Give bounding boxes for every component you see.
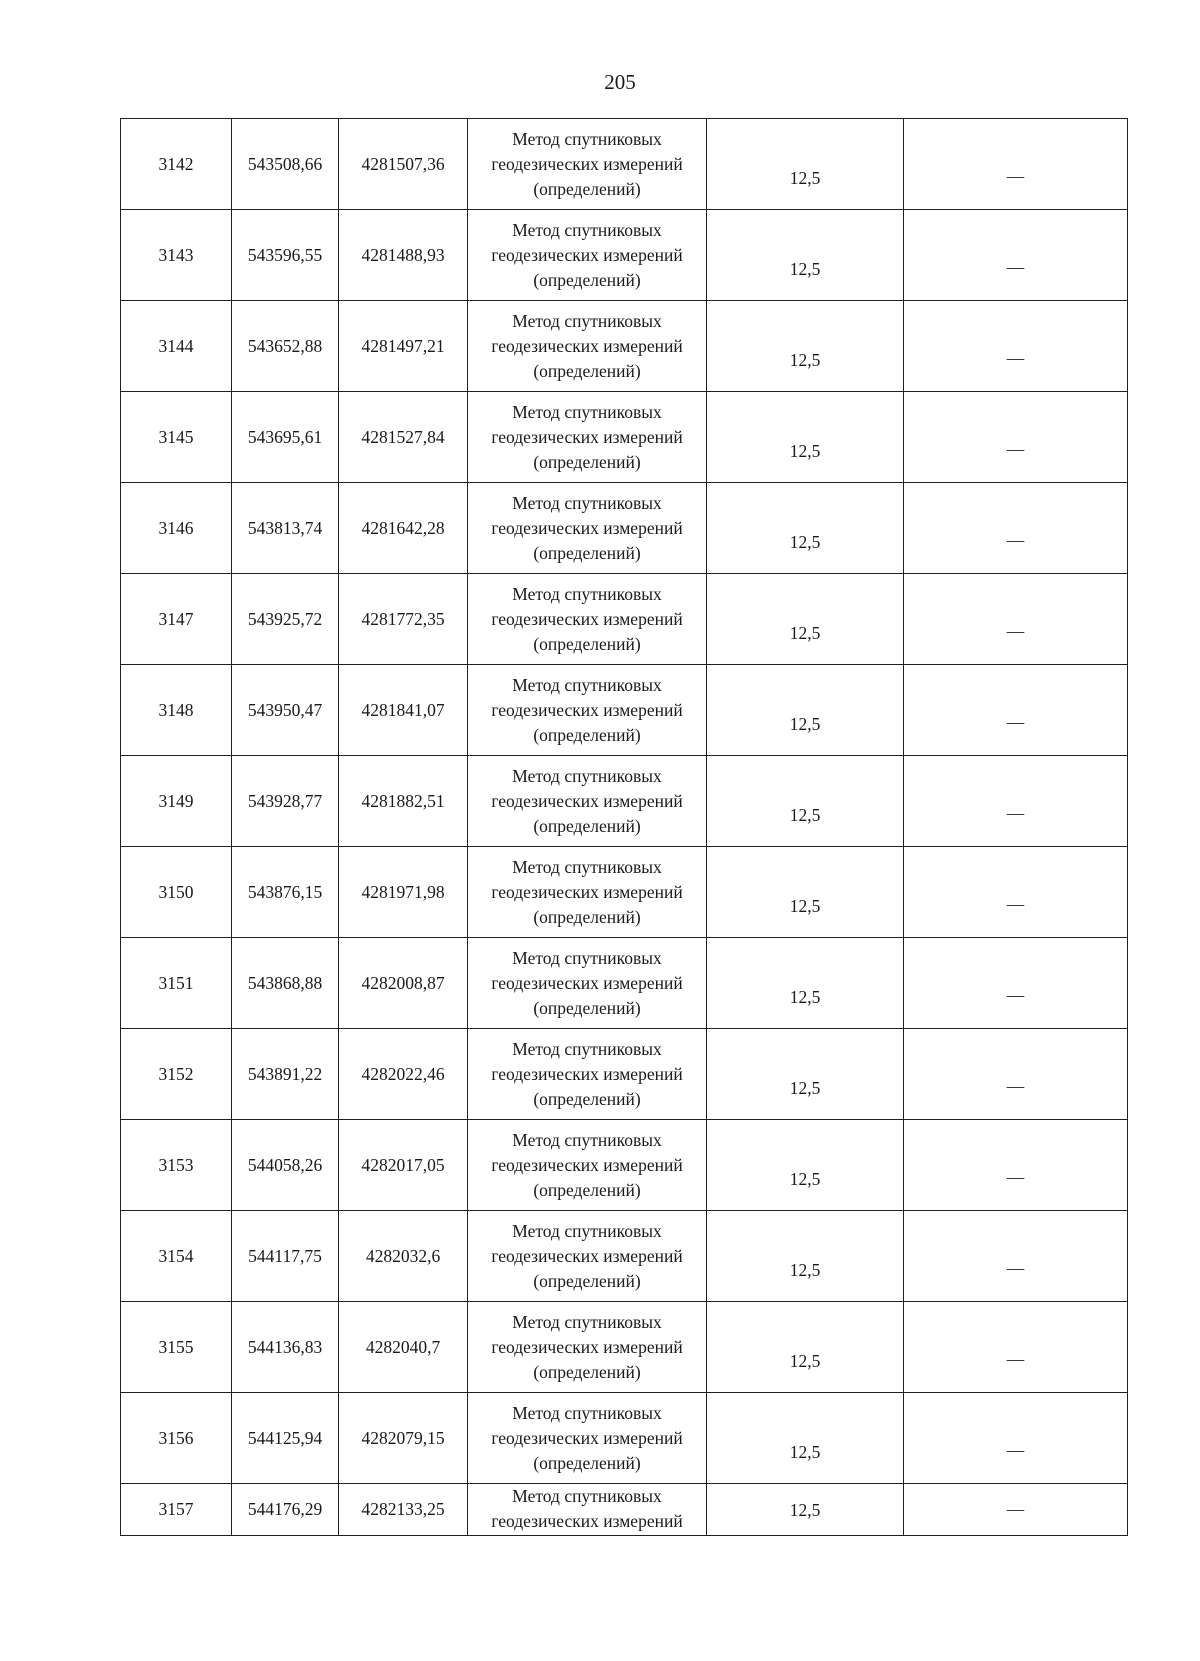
accuracy-cell bbox=[707, 756, 904, 847]
method-line: геодезических измерений bbox=[491, 426, 683, 447]
point-number-cell: 3146 bbox=[121, 483, 232, 574]
method-line: Метод спутниковых bbox=[512, 1402, 662, 1423]
accuracy-cell bbox=[707, 210, 904, 301]
accuracy-value: 12,5 bbox=[789, 440, 821, 461]
point-number-cell: 3149 bbox=[121, 756, 232, 847]
x-coordinate-cell: 543891,22 bbox=[232, 1029, 339, 1120]
method-line: (определений) bbox=[533, 997, 641, 1018]
y-coordinate-cell: 4281772,35 bbox=[339, 574, 468, 665]
method-cell bbox=[468, 1211, 707, 1302]
table-row bbox=[121, 1484, 1128, 1536]
accuracy-cell bbox=[707, 1211, 904, 1302]
table-row bbox=[121, 756, 1128, 847]
method-line: (определений) bbox=[533, 906, 641, 927]
accuracy-cell bbox=[707, 392, 904, 483]
method-line: геодезических измерений bbox=[491, 1063, 683, 1084]
note-cell bbox=[904, 1120, 1128, 1211]
accuracy-cell bbox=[707, 1029, 904, 1120]
method-line: геодезических измерений bbox=[491, 335, 683, 356]
point-number-cell: 3151 bbox=[121, 938, 232, 1029]
point-number-cell: 3145 bbox=[121, 392, 232, 483]
table-row bbox=[121, 392, 1128, 483]
note-cell bbox=[904, 574, 1128, 665]
accuracy-cell bbox=[707, 665, 904, 756]
method-line: (определений) bbox=[533, 451, 641, 472]
method-cell bbox=[468, 483, 707, 574]
page-number: 205 bbox=[604, 70, 636, 94]
method-line: геодезических измерений bbox=[491, 517, 683, 538]
x-coordinate-cell: 543695,61 bbox=[232, 392, 339, 483]
accuracy-cell bbox=[707, 574, 904, 665]
method-line: (определений) bbox=[533, 633, 641, 654]
y-coordinate-cell: 4281488,93 bbox=[339, 210, 468, 301]
point-number-cell: 3150 bbox=[121, 847, 232, 938]
accuracy-value: 12,5 bbox=[789, 531, 821, 552]
table-row bbox=[121, 119, 1128, 210]
accuracy-cell bbox=[707, 847, 904, 938]
table-row bbox=[121, 1211, 1128, 1302]
note-value: — bbox=[1006, 348, 1025, 368]
note-cell bbox=[904, 301, 1128, 392]
method-line: (определений) bbox=[533, 1361, 641, 1382]
method-cell bbox=[468, 1393, 707, 1484]
method-line: (определений) bbox=[533, 815, 641, 836]
x-coordinate-cell: 543508,66 bbox=[232, 119, 339, 210]
table-row bbox=[121, 1029, 1128, 1120]
method-cell bbox=[468, 119, 707, 210]
note-value: — bbox=[1006, 1349, 1025, 1369]
y-coordinate-cell: 4281882,51 bbox=[339, 756, 468, 847]
table-row bbox=[121, 847, 1128, 938]
method-line: геодезических измерений bbox=[491, 1245, 683, 1266]
point-number-cell: 3142 bbox=[121, 119, 232, 210]
x-coordinate-cell: 543928,77 bbox=[232, 756, 339, 847]
note-value: — bbox=[1006, 894, 1025, 914]
method-line: (определений) bbox=[533, 1179, 641, 1200]
accuracy-value: 12,5 bbox=[789, 895, 821, 916]
method-line: (определений) bbox=[533, 1270, 641, 1291]
method-cell bbox=[468, 1302, 707, 1393]
note-value: — bbox=[1006, 1167, 1025, 1187]
note-value: — bbox=[1006, 439, 1025, 459]
method-line: Метод спутниковых bbox=[512, 583, 662, 604]
method-line: геодезических измерений bbox=[491, 244, 683, 265]
x-coordinate-cell: 543950,47 bbox=[232, 665, 339, 756]
method-cell bbox=[468, 574, 707, 665]
x-coordinate-cell: 543868,88 bbox=[232, 938, 339, 1029]
point-number-cell: 3153 bbox=[121, 1120, 232, 1211]
accuracy-cell bbox=[707, 938, 904, 1029]
note-cell bbox=[904, 1393, 1128, 1484]
x-coordinate-cell: 543925,72 bbox=[232, 574, 339, 665]
method-line: Метод спутниковых bbox=[512, 219, 662, 240]
note-cell bbox=[904, 210, 1128, 301]
method-line: (определений) bbox=[533, 542, 641, 563]
point-number-cell: 3152 bbox=[121, 1029, 232, 1120]
y-coordinate-cell: 4282022,46 bbox=[339, 1029, 468, 1120]
note-cell bbox=[904, 1029, 1128, 1120]
point-number-cell: 3154 bbox=[121, 1211, 232, 1302]
method-line: геодезических измерений bbox=[491, 1427, 683, 1448]
table-row bbox=[121, 301, 1128, 392]
y-coordinate-cell: 4282079,15 bbox=[339, 1393, 468, 1484]
method-cell bbox=[468, 1484, 707, 1536]
y-coordinate-cell: 4282017,05 bbox=[339, 1120, 468, 1211]
accuracy-value: 12,5 bbox=[789, 804, 821, 825]
note-value: — bbox=[1006, 1440, 1025, 1460]
x-coordinate-cell: 543813,74 bbox=[232, 483, 339, 574]
method-line: Метод спутниковых bbox=[512, 1220, 662, 1241]
accuracy-cell bbox=[707, 1302, 904, 1393]
note-value: — bbox=[1006, 257, 1025, 277]
y-coordinate-cell: 4281507,36 bbox=[339, 119, 468, 210]
note-value: — bbox=[1006, 621, 1025, 641]
method-cell bbox=[468, 665, 707, 756]
note-cell bbox=[904, 119, 1128, 210]
method-cell bbox=[468, 938, 707, 1029]
method-cell bbox=[468, 1120, 707, 1211]
method-line: (определений) bbox=[533, 360, 641, 381]
method-line: (определений) bbox=[533, 269, 641, 290]
method-line: Метод спутниковых bbox=[512, 674, 662, 695]
x-coordinate-cell: 544125,94 bbox=[232, 1393, 339, 1484]
note-cell bbox=[904, 1211, 1128, 1302]
method-line: геодезических измерений bbox=[491, 699, 683, 720]
note-value: — bbox=[1006, 1076, 1025, 1096]
method-line: Метод спутниковых bbox=[512, 947, 662, 968]
y-coordinate-cell: 4281971,98 bbox=[339, 847, 468, 938]
method-line: геодезических измерений bbox=[491, 1336, 683, 1357]
method-line: Метод спутниковых bbox=[512, 856, 662, 877]
note-value: — bbox=[1006, 712, 1025, 732]
method-line: геодезических измерений bbox=[491, 1154, 683, 1175]
y-coordinate-cell: 4281642,28 bbox=[339, 483, 468, 574]
y-coordinate-cell: 4281841,07 bbox=[339, 665, 468, 756]
note-cell bbox=[904, 392, 1128, 483]
note-cell bbox=[904, 756, 1128, 847]
x-coordinate-cell: 544058,26 bbox=[232, 1120, 339, 1211]
accuracy-cell bbox=[707, 1393, 904, 1484]
table-row bbox=[121, 938, 1128, 1029]
accuracy-value: 12,5 bbox=[789, 1350, 821, 1371]
method-line: геодезических измерений bbox=[491, 608, 683, 629]
accuracy-cell bbox=[707, 119, 904, 210]
point-number-cell: 3148 bbox=[121, 665, 232, 756]
accuracy-value: 12,5 bbox=[789, 1259, 821, 1280]
y-coordinate-cell: 4282008,87 bbox=[339, 938, 468, 1029]
point-number-cell: 3157 bbox=[121, 1484, 232, 1536]
y-coordinate-cell: 4282040,7 bbox=[339, 1302, 468, 1393]
method-cell bbox=[468, 210, 707, 301]
y-coordinate-cell: 4282133,25 bbox=[339, 1484, 468, 1536]
table-row bbox=[121, 210, 1128, 301]
accuracy-value: 12,5 bbox=[789, 713, 821, 734]
note-cell bbox=[904, 847, 1128, 938]
method-line: Метод спутниковых bbox=[512, 1486, 662, 1506]
y-coordinate-cell: 4282032,6 bbox=[339, 1211, 468, 1302]
method-cell bbox=[468, 1029, 707, 1120]
note-cell bbox=[904, 938, 1128, 1029]
method-line: Метод спутниковых bbox=[512, 765, 662, 786]
note-value: — bbox=[1006, 1258, 1025, 1278]
y-coordinate-cell: 4281497,21 bbox=[339, 301, 468, 392]
accuracy-cell bbox=[707, 1120, 904, 1211]
note-value: — bbox=[1006, 985, 1025, 1005]
accuracy-value: 12,5 bbox=[789, 622, 821, 643]
accuracy-value: 12,5 bbox=[789, 349, 821, 370]
note-cell bbox=[904, 1302, 1128, 1393]
method-line: Метод спутниковых bbox=[512, 310, 662, 331]
method-line: геодезических измерений bbox=[491, 153, 683, 174]
note-value: — bbox=[1006, 803, 1025, 823]
accuracy-cell bbox=[707, 301, 904, 392]
note-value: — bbox=[1006, 166, 1025, 186]
x-coordinate-cell: 543652,88 bbox=[232, 301, 339, 392]
accuracy-value: 12,5 bbox=[789, 1168, 821, 1189]
table-row bbox=[121, 1302, 1128, 1393]
accuracy-cell bbox=[707, 1484, 904, 1536]
method-line: (определений) bbox=[533, 1452, 641, 1473]
accuracy-value: 12,5 bbox=[789, 1441, 821, 1462]
x-coordinate-cell: 544117,75 bbox=[232, 1211, 339, 1302]
method-line: Метод спутниковых bbox=[512, 128, 662, 149]
coordinates-table bbox=[120, 118, 1128, 1536]
method-line: геодезических измерений bbox=[491, 972, 683, 993]
note-cell bbox=[904, 483, 1128, 574]
x-coordinate-cell: 544176,29 bbox=[232, 1484, 339, 1536]
table-body bbox=[121, 119, 1128, 1536]
method-cell bbox=[468, 847, 707, 938]
accuracy-value: 12,5 bbox=[789, 1500, 821, 1520]
table-row bbox=[121, 1393, 1128, 1484]
table-row bbox=[121, 483, 1128, 574]
y-coordinate-cell: 4281527,84 bbox=[339, 392, 468, 483]
note-cell bbox=[904, 665, 1128, 756]
method-cell bbox=[468, 301, 707, 392]
x-coordinate-cell: 543596,55 bbox=[232, 210, 339, 301]
point-number-cell: 3144 bbox=[121, 301, 232, 392]
method-cell bbox=[468, 756, 707, 847]
table-row bbox=[121, 574, 1128, 665]
accuracy-value: 12,5 bbox=[789, 258, 821, 279]
point-number-cell: 3156 bbox=[121, 1393, 232, 1484]
method-line: Метод спутниковых bbox=[512, 492, 662, 513]
point-number-cell: 3147 bbox=[121, 574, 232, 665]
method-line: (определений) bbox=[533, 724, 641, 745]
note-cell bbox=[904, 1484, 1128, 1536]
point-number-cell: 3155 bbox=[121, 1302, 232, 1393]
table-row bbox=[121, 665, 1128, 756]
method-line: Метод спутниковых bbox=[512, 401, 662, 422]
method-cell bbox=[468, 392, 707, 483]
table-row bbox=[121, 1120, 1128, 1211]
method-line: геодезических измерений bbox=[491, 1511, 683, 1531]
accuracy-value: 12,5 bbox=[789, 986, 821, 1007]
method-line: (определений) bbox=[533, 1088, 641, 1109]
x-coordinate-cell: 543876,15 bbox=[232, 847, 339, 938]
accuracy-value: 12,5 bbox=[789, 167, 821, 188]
accuracy-value: 12,5 bbox=[789, 1077, 821, 1098]
point-number-cell: 3143 bbox=[121, 210, 232, 301]
method-line: Метод спутниковых bbox=[512, 1311, 662, 1332]
method-line: геодезических измерений bbox=[491, 790, 683, 811]
note-value: — bbox=[1006, 1499, 1025, 1519]
note-value: — bbox=[1006, 530, 1025, 550]
accuracy-cell bbox=[707, 483, 904, 574]
method-line: геодезических измерений bbox=[491, 881, 683, 902]
method-line: Метод спутниковых bbox=[512, 1038, 662, 1059]
x-coordinate-cell: 544136,83 bbox=[232, 1302, 339, 1393]
method-line: Метод спутниковых bbox=[512, 1129, 662, 1150]
method-line: (определений) bbox=[533, 178, 641, 199]
